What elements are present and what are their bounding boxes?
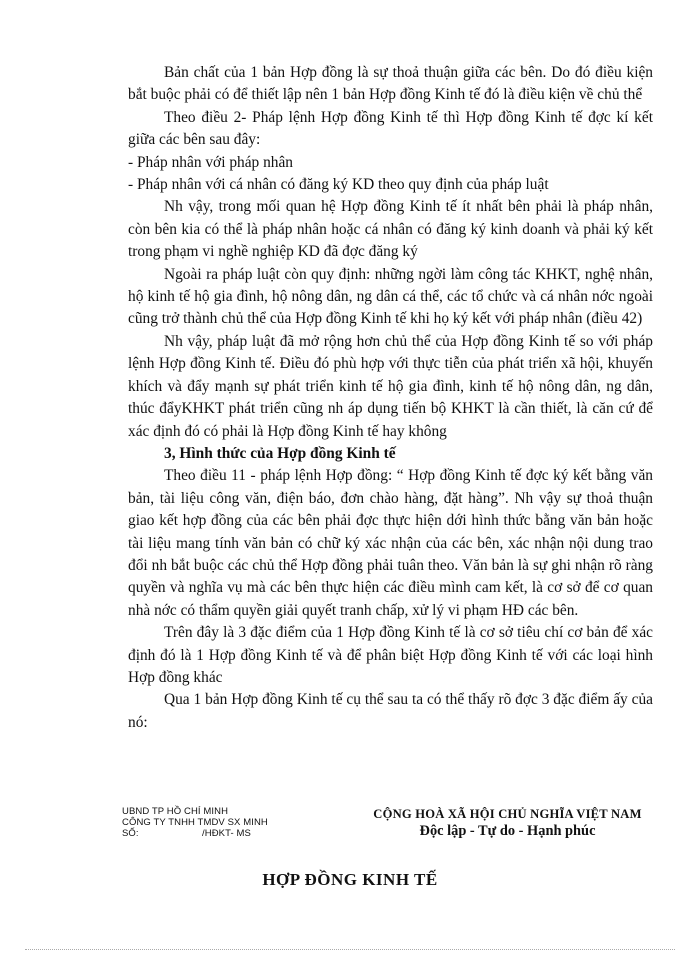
contract-title: HỢP ĐỒNG KINH TẾ	[262, 870, 438, 889]
paragraph: Qua 1 bản Hợp đồng Kinh tế cụ thể sau ta có thể thấy rõ đợc 3 đặc điểm ấy của nó:	[128, 691, 653, 731]
bullet-item: - Pháp nhân với cá nhân có đăng ký KD theo quy định của pháp luật	[128, 176, 549, 194]
number-value: /HĐKT- MS	[202, 828, 251, 839]
section-heading: 3, Hình thức của Hợp đồng Kinh tế	[164, 444, 396, 462]
paragraph: Nh vậy, pháp luật đã mở rộng hơn chủ thể của Hợp đồng Kinh tế so với pháp lệnh Hợp đồng Kinh tế. Điều đó phù hợp với thực tiễn của phát triển xã hội, khuyến khích và đẩy mạnh sự phát triển kinh tế hộ gia đình, kinh tế hộ nông dân, ng dân, thúc đẩyKHKT phát triển cũng nh áp dụng tiến bộ KHKT là cần thiết, là căn cứ để xác định đó có phải là Hợp đồng Kinh tế hay không	[128, 332, 653, 440]
number-label: SỐ:	[122, 828, 139, 839]
org-name: UBND TP HỒ CHÍ MINH	[122, 806, 229, 817]
document-number	[122, 828, 268, 839]
contract-header	[0, 806, 700, 866]
paragraph: Trên đây là 3 đặc điểm của 1 Hợp đồng Kinh tế là cơ sở tiêu chí cơ bản để xác định đó là 1 Hợp đồng Kinh tế và để phân biệt Hợp đồng Kinh tế với các loại hình Hợp đồng khác	[128, 624, 653, 686]
organization-info	[122, 806, 268, 839]
paragraph: Nh vậy, trong mối quan hệ Hợp đồng Kinh tế ít nhất bên phải là pháp nhân, còn bên kia có thể là pháp nhân hoặc cá nhân có đăng ký kinh doanh và phải ký kết trong phạm vi nghề nghiệp KD đã đợc đăng ký	[128, 198, 653, 261]
country-name: CỘNG HOÀ XÃ HỘI CHỦ NGHĨA VIỆT NAM	[373, 807, 642, 821]
paragraph: Ngoài ra pháp luật còn quy định: những ngời làm công tác KHKT, nghệ nhân, hộ kinh tế hộ gia đình, hộ nông dân, ng dân cá thể, các tổ chức và cá nhân nớc ngoài cũng trở thành chủ thể của Hợp đồng Kinh tế khi họ ký kết với pháp nhân (điều 42)	[128, 265, 653, 328]
page-bottom-divider	[25, 949, 675, 950]
paragraph: Bản chất của 1 bản Hợp đồng là sự thoả thuận giữa các bên. Do đó điều kiện bắt buộc phải có để thiết lập nên 1 bản Hợp đồng Kinh tế đó là điều kiện về chủ thể	[128, 64, 653, 104]
company-name: CÔNG TY TNHH TMDV SX MINH	[122, 817, 268, 828]
national-motto: Độc lập - Tự do - Hạnh phúc	[419, 823, 596, 839]
bullet-item: - Pháp nhân với pháp nhân	[128, 153, 294, 171]
paragraph: Theo điều 11 - pháp lệnh Hợp đồng: “ Hợp đồng Kinh tế đợc ký kết bằng văn bản, tài liệu công văn, điện báo, đơn chào hàng, đặt hàng”. Nh vậy sự thoả thuận giao kết hợp đồng của các bên phải đợc thực hiện dới hình thức bằng văn bản hoặc tài liệu mang tính văn bản có chữ ký xác nhận của các bên, xác nhận nội dung trao đổi nh bắt buộc các chủ thể Hợp đồng phải tuân theo. Văn bản là sự ghi nhận rõ ràng quyền và nghĩa vụ mà các bên thực hiện các điều mình cam kết, là cơ sở để cơ quan nhà nớc có thẩm quyền giải quyết tranh chấp, xử lý vi phạm HĐ các bên.	[128, 467, 653, 619]
paragraph: Theo điều 2- Pháp lệnh Hợp đồng Kinh tế thì Hợp đồng Kinh tế đợc kí kết giữa các bên sau đây:	[128, 108, 653, 149]
national-header	[360, 806, 655, 841]
body-text	[128, 62, 653, 734]
